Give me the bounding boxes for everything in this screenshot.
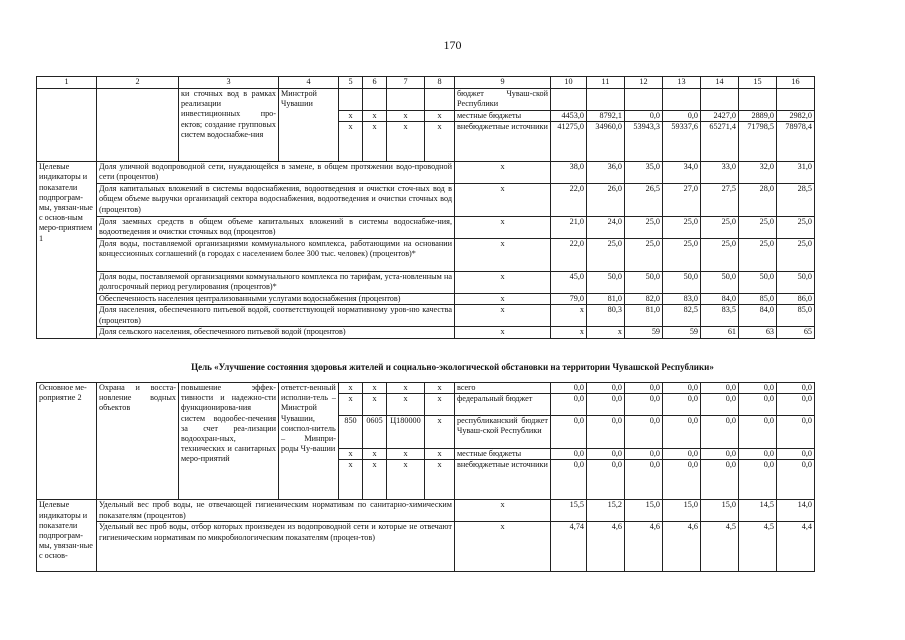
value-cell: 25,0 <box>739 217 777 239</box>
value-cell: 25,0 <box>663 239 701 272</box>
value-cell: 63 <box>739 327 777 338</box>
value-cell: 0,0 <box>551 460 587 500</box>
value-cell: 27,0 <box>663 184 701 217</box>
value-cell: 0,0 <box>625 394 663 416</box>
indicator-text: Доля воды, поставляемой организациями коммунального комплекса, работающими на основании концессионных соглашений (в городах с населением более 300 тыс. человек) (процентов)* <box>97 239 455 272</box>
value-cell: 50,0 <box>587 272 625 294</box>
code-cell: x <box>363 394 387 416</box>
value-cell: 0,0 <box>551 449 587 460</box>
value-cell: 4,6 <box>587 522 625 572</box>
indicator-mark: x <box>455 162 551 184</box>
column-number: 3 <box>179 77 279 89</box>
value-cell: 71798,5 <box>739 122 777 162</box>
value-cell: 4,4 <box>777 522 815 572</box>
value-cell <box>739 89 777 111</box>
code-cell: x <box>363 122 387 162</box>
code-cell <box>363 89 387 111</box>
value-cell: 4,6 <box>663 522 701 572</box>
value-cell: 4453,0 <box>551 111 587 122</box>
value-cell: 0,0 <box>739 416 777 449</box>
indicator-text: Доля населения, обеспеченного питьевой водой, соответствующей нормативному уров-ню качества (процентов) <box>97 305 455 327</box>
indicator-row <box>37 272 815 294</box>
value-cell: 0,0 <box>587 394 625 416</box>
code-cell: x <box>387 383 425 394</box>
code-cell: x <box>339 449 363 460</box>
column-number: 9 <box>455 77 551 89</box>
indicator-mark: x <box>455 500 551 522</box>
value-cell: 34960,0 <box>587 122 625 162</box>
page-number: 170 <box>443 38 462 52</box>
indicator-mark: x <box>455 184 551 217</box>
indicator-row <box>37 294 815 305</box>
value-cell: 81,0 <box>625 305 663 327</box>
value-cell: 0,0 <box>777 449 815 460</box>
code-cell: x <box>387 111 425 122</box>
value-cell: 0,0 <box>739 460 777 500</box>
value-cell: x <box>587 327 625 338</box>
value-cell: 59 <box>663 327 701 338</box>
funding-source: всего <box>455 383 551 394</box>
value-cell: 0,0 <box>777 383 815 394</box>
value-cell: 0,0 <box>663 449 701 460</box>
value-cell: 0,0 <box>663 416 701 449</box>
value-cell: 25,0 <box>777 217 815 239</box>
table-row <box>37 89 815 111</box>
value-cell: 86,0 <box>777 294 815 305</box>
indicator-row <box>37 500 815 522</box>
code-cell: x <box>363 460 387 500</box>
indicator-row <box>37 239 815 272</box>
indicator-row <box>37 217 815 239</box>
value-cell <box>587 89 625 111</box>
funding-source: федеральный бюджет <box>455 394 551 416</box>
empty-cell <box>97 89 179 162</box>
indicator-text: Доля воды, поставляемой организациями коммунального комплекса по тарифам, уста-новленным на долгосрочный период регулирования (процентов)* <box>97 272 455 294</box>
code-cell: 850 <box>339 416 363 449</box>
measure-description: ки сточных вод в рамках реализации инвестиционных про-ектов; создание групповых систем водоснабже-ния <box>179 89 279 162</box>
value-cell: 0,0 <box>551 383 587 394</box>
value-cell: 22,0 <box>551 184 587 217</box>
code-cell: x <box>363 449 387 460</box>
indicator-text: Удельный вес проб воды, отбор которых произведен из водопроводной сети и которые не отвечают гигиеническим нормативам по микробиологическим показателям (процен-тов) <box>97 522 455 572</box>
indicator-row <box>37 305 815 327</box>
column-number: 2 <box>97 77 179 89</box>
value-cell: 61 <box>701 327 739 338</box>
value-cell: 25,0 <box>701 217 739 239</box>
code-cell: x <box>387 394 425 416</box>
funding-source: бюджет Чуваш-ской Республики <box>455 89 551 111</box>
value-cell: 0,0 <box>701 416 739 449</box>
value-cell: 50,0 <box>625 272 663 294</box>
value-cell: 0,0 <box>663 383 701 394</box>
code-cell: x <box>363 111 387 122</box>
funding-source: внебюджетные источники <box>455 460 551 500</box>
indicator-mark: x <box>455 522 551 572</box>
main-table-bottom <box>36 382 815 572</box>
column-number: 14 <box>701 77 739 89</box>
value-cell: 27,5 <box>701 184 739 217</box>
value-cell: 50,0 <box>663 272 701 294</box>
value-cell: 0,0 <box>777 460 815 500</box>
code-cell <box>387 89 425 111</box>
indicator-row <box>37 162 815 184</box>
value-cell: 50,0 <box>739 272 777 294</box>
value-cell: 8792,1 <box>587 111 625 122</box>
value-cell: 0,0 <box>587 416 625 449</box>
executor: ответст-венный исполни-тель – Минстрой Чувашии, соиспол-нитель – Минпри-роды Чу-вашии <box>279 383 339 500</box>
code-cell: x <box>339 394 363 416</box>
value-cell: 4,5 <box>701 522 739 572</box>
indicator-row <box>37 522 815 572</box>
funding-source: республиканский бюджет Чуваш-ской Республики <box>455 416 551 449</box>
value-cell: 36,0 <box>587 162 625 184</box>
value-cell: 0,0 <box>551 394 587 416</box>
value-cell: 0,0 <box>625 449 663 460</box>
value-cell: 80,3 <box>587 305 625 327</box>
value-cell: 0,0 <box>663 460 701 500</box>
value-cell: 65 <box>777 327 815 338</box>
value-cell <box>551 89 587 111</box>
value-cell: 25,0 <box>587 239 625 272</box>
value-cell: 31,0 <box>777 162 815 184</box>
value-cell: 4,5 <box>739 522 777 572</box>
value-cell: 15,0 <box>701 500 739 522</box>
value-cell: 15,5 <box>551 500 587 522</box>
value-cell: 14,0 <box>777 500 815 522</box>
code-cell: x <box>387 449 425 460</box>
code-cell: x <box>425 449 455 460</box>
value-cell: 25,0 <box>625 217 663 239</box>
value-cell: 25,0 <box>739 239 777 272</box>
code-cell <box>339 89 363 111</box>
value-cell <box>701 89 739 111</box>
indicators-label: Целевые индикаторы и показатели подпрограм-мы, увязан-ные с основ- <box>37 500 97 572</box>
code-cell: x <box>339 383 363 394</box>
column-number: 12 <box>625 77 663 89</box>
value-cell: 0,0 <box>777 416 815 449</box>
column-number: 4 <box>279 77 339 89</box>
column-number: 11 <box>587 77 625 89</box>
measure-title: Основное ме-роприятие 2 <box>37 383 97 500</box>
funding-source: местные бюджеты <box>455 111 551 122</box>
value-cell: 0,0 <box>663 394 701 416</box>
code-cell: x <box>425 416 455 449</box>
value-cell: 0,0 <box>739 383 777 394</box>
value-cell: 32,0 <box>739 162 777 184</box>
table-row <box>37 383 815 394</box>
column-number: 8 <box>425 77 455 89</box>
value-cell: 21,0 <box>551 217 587 239</box>
indicator-text: Доля капитальных вложений в системы водоснабжения, водоотведения и очистки сточ-ных вод в общем объеме выручки организаций сектора водоснабжения, водоотведения и очистки сточных вод (процентов) <box>97 184 455 217</box>
indicator-text: Удельный вес проб воды, не отвечающей гигиеническим нормативам по санитарно-химическим показателям (процентов) <box>97 500 455 522</box>
value-cell: 78978,4 <box>777 122 815 162</box>
column-number: 5 <box>339 77 363 89</box>
value-cell: 14,5 <box>739 500 777 522</box>
value-cell: 81,0 <box>587 294 625 305</box>
value-cell: 0,0 <box>587 449 625 460</box>
value-cell: 53943,3 <box>625 122 663 162</box>
value-cell: x <box>551 327 587 338</box>
value-cell: 85,0 <box>777 305 815 327</box>
indicator-mark: x <box>455 272 551 294</box>
column-number: 10 <box>551 77 587 89</box>
value-cell: 2427,0 <box>701 111 739 122</box>
value-cell: 82,5 <box>663 305 701 327</box>
value-cell: 26,0 <box>587 184 625 217</box>
value-cell: 0,0 <box>739 394 777 416</box>
value-cell: 0,0 <box>739 449 777 460</box>
value-cell: 25,0 <box>777 239 815 272</box>
value-cell: 15,0 <box>625 500 663 522</box>
value-cell: 65271,4 <box>701 122 739 162</box>
value-cell: 26,5 <box>625 184 663 217</box>
main-table-top <box>36 76 815 339</box>
value-cell: 25,0 <box>701 239 739 272</box>
value-cell: 0,0 <box>551 416 587 449</box>
value-cell: 41275,0 <box>551 122 587 162</box>
code-cell: x <box>425 394 455 416</box>
goal-title: Цель «Улучшение состояния здоровья жителей и социально-экологической обстановки на территории Чувашской Республики» <box>191 362 714 372</box>
code-cell: x <box>387 460 425 500</box>
indicator-row <box>37 327 815 338</box>
value-cell: 0,0 <box>625 383 663 394</box>
indicator-mark: x <box>455 217 551 239</box>
value-cell: 84,0 <box>739 305 777 327</box>
value-cell <box>777 89 815 111</box>
code-cell: x <box>339 460 363 500</box>
value-cell: 22,0 <box>551 239 587 272</box>
value-cell: 45,0 <box>551 272 587 294</box>
indicator-text: Доля заемных средств в общем объеме капитальных вложений в системы водоснабже-ния, водоотведения и очистки сточных вод (процентов) <box>97 217 455 239</box>
column-number: 16 <box>777 77 815 89</box>
indicator-text: Обеспеченность населения централизованными услугами водоснабжения (процентов) <box>97 294 455 305</box>
column-number: 7 <box>387 77 425 89</box>
value-cell: 50,0 <box>777 272 815 294</box>
code-cell: x <box>425 383 455 394</box>
code-cell: x <box>339 111 363 122</box>
value-cell <box>625 89 663 111</box>
indicator-mark: x <box>455 239 551 272</box>
measure-description: повышение эффек-тивности и надежно-сти функционирова-ния систем водообес-печения за счет реа-лизации водоохран-ных, технических и санитарных меро-приятий <box>179 383 279 500</box>
value-cell: 0,0 <box>625 460 663 500</box>
value-cell: 24,0 <box>587 217 625 239</box>
value-cell: 4,6 <box>625 522 663 572</box>
value-cell: 0,0 <box>625 111 663 122</box>
value-cell: 4,74 <box>551 522 587 572</box>
code-cell: x <box>339 122 363 162</box>
code-cell: x <box>363 383 387 394</box>
value-cell: 0,0 <box>663 111 701 122</box>
code-cell <box>425 89 455 111</box>
value-cell: 0,0 <box>777 394 815 416</box>
value-cell: 79,0 <box>551 294 587 305</box>
value-cell: 85,0 <box>739 294 777 305</box>
code-cell: x <box>425 122 455 162</box>
code-cell: x <box>387 122 425 162</box>
indicator-text: Доля уличной водопроводной сети, нуждающейся в замене, в общем протяжении водо-проводной сети (процентов) <box>97 162 455 184</box>
value-cell: 59337,6 <box>663 122 701 162</box>
value-cell: 2982,0 <box>777 111 815 122</box>
header-row <box>37 77 815 89</box>
code-cell: 0605 <box>363 416 387 449</box>
value-cell: 0,0 <box>701 460 739 500</box>
value-cell: 50,0 <box>701 272 739 294</box>
value-cell: 0,0 <box>587 383 625 394</box>
value-cell: 35,0 <box>625 162 663 184</box>
measure-name: Охрана и восста-новление водных объектов <box>97 383 179 500</box>
indicator-mark: x <box>455 305 551 327</box>
indicator-text: Доля сельского населения, обеспеченного питьевой водой (процентов) <box>97 327 455 338</box>
value-cell: 25,0 <box>625 239 663 272</box>
value-cell: 25,0 <box>663 217 701 239</box>
value-cell: 28,5 <box>777 184 815 217</box>
indicator-mark: x <box>455 294 551 305</box>
value-cell: 0,0 <box>587 460 625 500</box>
value-cell: 83,5 <box>701 305 739 327</box>
code-cell: Ц180000 <box>387 416 425 449</box>
column-number: 1 <box>37 77 97 89</box>
value-cell: 15,0 <box>663 500 701 522</box>
value-cell: 0,0 <box>701 383 739 394</box>
value-cell: 15,2 <box>587 500 625 522</box>
indicator-mark: x <box>455 327 551 338</box>
value-cell: x <box>551 305 587 327</box>
value-cell: 0,0 <box>701 449 739 460</box>
value-cell: 28,0 <box>739 184 777 217</box>
value-cell: 2889,0 <box>739 111 777 122</box>
value-cell: 59 <box>625 327 663 338</box>
value-cell: 82,0 <box>625 294 663 305</box>
column-number: 13 <box>663 77 701 89</box>
value-cell: 0,0 <box>701 394 739 416</box>
code-cell: x <box>425 111 455 122</box>
indicators-label: Целевые индикаторы и показатели подпрограм-мы, увязан-ные с основ-ным меро-приятием 1 <box>37 162 97 338</box>
value-cell: 33,0 <box>701 162 739 184</box>
value-cell: 34,0 <box>663 162 701 184</box>
indicator-row <box>37 184 815 217</box>
funding-source: местные бюджеты <box>455 449 551 460</box>
code-cell: x <box>425 460 455 500</box>
executor: Минстрой Чувашии <box>279 89 339 162</box>
empty-cell <box>37 89 97 162</box>
funding-source: внебюджетные источники <box>455 122 551 162</box>
value-cell <box>663 89 701 111</box>
value-cell: 0,0 <box>625 416 663 449</box>
value-cell: 84,0 <box>701 294 739 305</box>
value-cell: 83,0 <box>663 294 701 305</box>
column-number: 15 <box>739 77 777 89</box>
value-cell: 38,0 <box>551 162 587 184</box>
column-number: 6 <box>363 77 387 89</box>
